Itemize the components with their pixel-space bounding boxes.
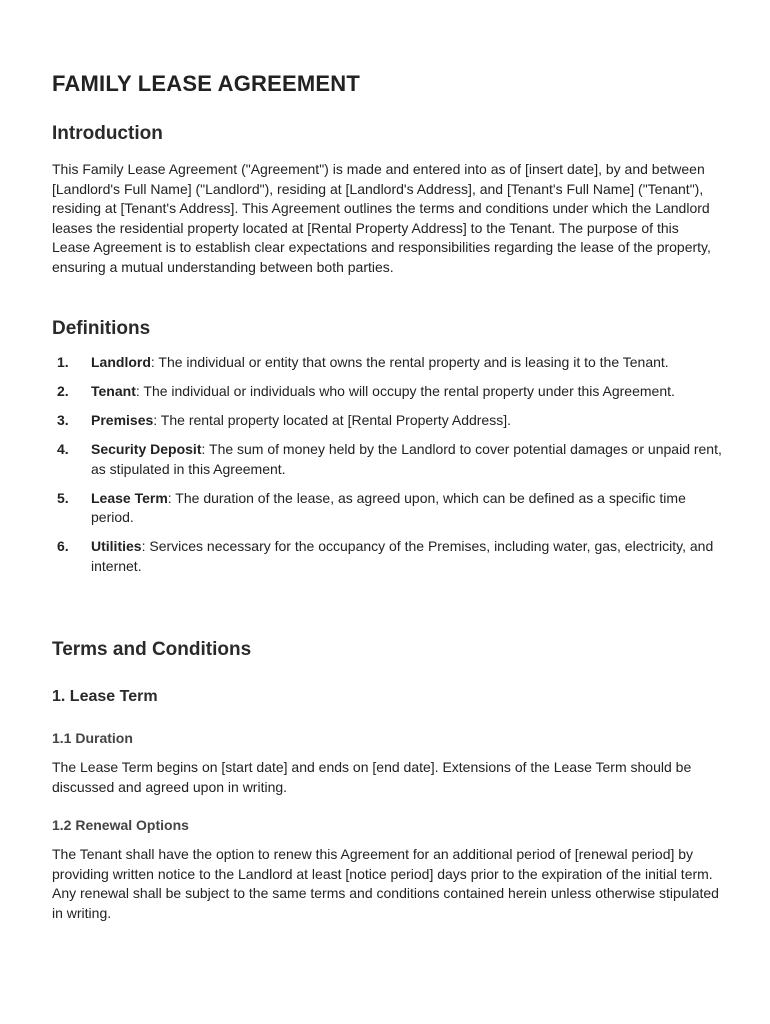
definitions-list	[52, 353, 722, 586]
definitions-heading: Definitions	[52, 318, 151, 339]
definition-number: 3.	[57, 411, 69, 428]
definition-number: 2.	[57, 382, 69, 399]
definition-number: 5.	[57, 489, 69, 506]
definition-term: Utilities	[91, 538, 142, 555]
duration-heading: 1.1 Duration	[52, 730, 133, 746]
document-title: FAMILY LEASE AGREEMENT	[52, 71, 360, 96]
definition-item-utilities	[52, 537, 722, 576]
definition-text: : The individual or individuals who will occupy the rental property under this Agreement.	[135, 382, 675, 399]
lease-term-heading: 1. Lease Term	[52, 688, 158, 705]
definition-number: 1.	[57, 354, 69, 370]
definition-item-tenant	[52, 382, 722, 402]
definition-text: : The rental property located at [Rental Property Address].	[153, 411, 511, 428]
definition-text: : Services necessary for the occupancy of the Premises, including water, gas, electricity, and internet.	[91, 538, 714, 574]
definition-term: Security Deposit	[91, 440, 202, 457]
definition-number: 4.	[57, 440, 69, 457]
definition-text: : The sum of money held by the Landlord to cover potential damages or unpaid rent, as stipulated in this Agreement.	[91, 440, 722, 477]
terms-heading: Terms and Conditions	[52, 639, 252, 660]
definition-number: 6.	[57, 538, 69, 555]
renewal-options-paragraph: The Tenant shall have the option to renew this Agreement for an additional period of [renewal period] by providing written notice to the Landlord at least [notice period] days prior to the expiration of the initial term. Any renewal shall be subject to the same terms and conditions contained herein unless otherwise stipulated in writing.	[52, 846, 719, 921]
definition-item-lease-term	[52, 489, 722, 528]
duration-paragraph: The Lease Term begins on [start date] and ends on [end date]. Extensions of the Lease Term should be discussed and agreed upon in writing.	[52, 759, 692, 795]
definition-term: Landlord	[91, 354, 151, 370]
definition-term: Premises	[91, 411, 154, 428]
renewal-options-heading: 1.2 Renewal Options	[52, 817, 189, 833]
definition-item-security-deposit	[52, 440, 722, 479]
definition-text: : The duration of the lease, as agreed upon, which can be defined as a specific time period.	[91, 489, 686, 526]
introduction-heading: Introduction	[52, 123, 163, 144]
definition-item-premises	[52, 411, 722, 431]
definition-text: : The individual or entity that owns the rental property and is leasing it to the Tenant.	[150, 354, 669, 370]
definition-term: Lease Term	[91, 489, 168, 506]
introduction-paragraph: This Family Lease Agreement ("Agreement") is made and entered into as of [insert date], by and between [Landlord's Full Name] ("Landlord"), residing at [Landlord's Address], and [Tenant's Full Name] ("Tenant"), residing at [Tenant's Address]. This Agreement outlines the terms and conditions under which the Landlord leases the residential property located at [Rental Property Address] to the Tenant. The purpose of this Lease Agreement is to establish clear expectations and responsibilities regarding the lease of the property, ensuring a mutual understanding between both parties.	[52, 161, 711, 275]
definition-item-landlord	[52, 353, 722, 373]
definition-term: Tenant	[91, 382, 136, 399]
